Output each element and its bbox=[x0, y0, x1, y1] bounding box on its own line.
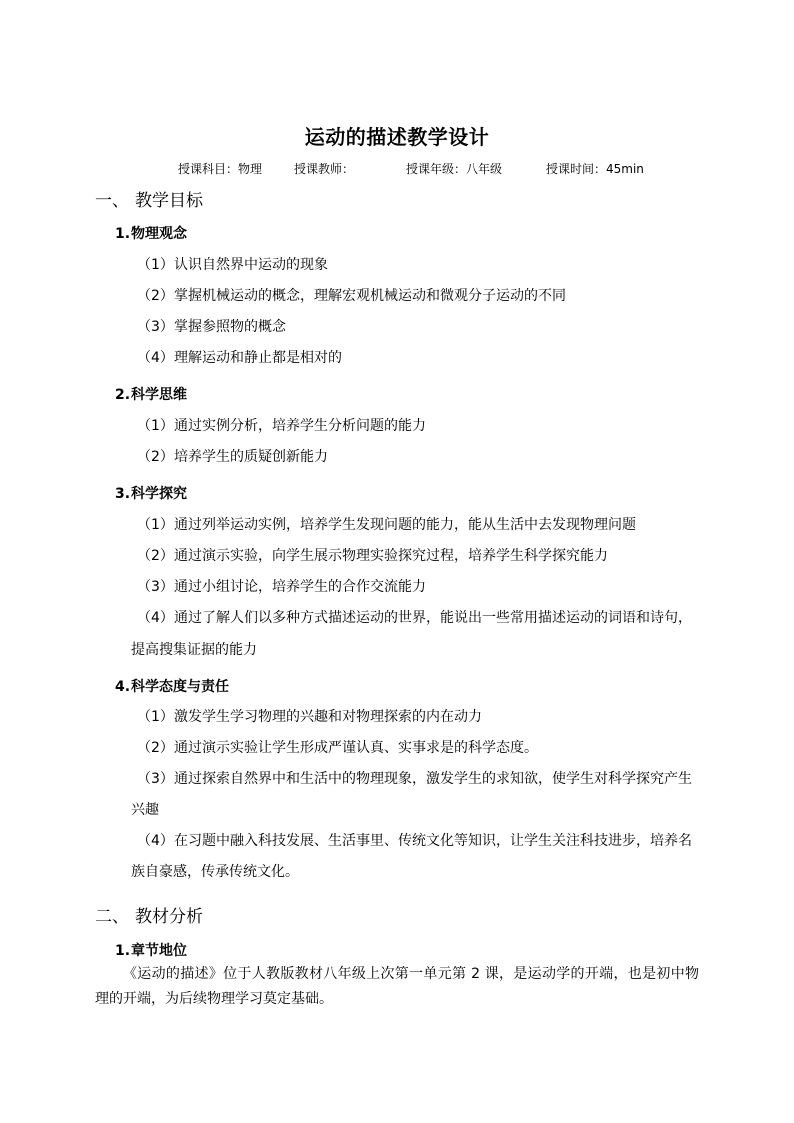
subsection-heading bbox=[115, 384, 187, 404]
list-item-continuation: 族自豪感，传承传统文化。 bbox=[131, 864, 299, 880]
list-item bbox=[137, 316, 286, 336]
item-number: （2） bbox=[137, 548, 174, 564]
item-text: 掌握机械运动的概念，理解宏观机械运动和微观分子运动的不同 bbox=[174, 288, 566, 304]
item-number: （3） bbox=[137, 579, 174, 595]
list-item-continuation: 提高搜集证据的能力 bbox=[131, 642, 257, 658]
item-number: （2） bbox=[137, 449, 174, 465]
subsection-number: 4. bbox=[115, 679, 131, 695]
item-number: （4） bbox=[137, 833, 174, 849]
item-text: 掌握参照物的概念 bbox=[174, 319, 286, 335]
subsection-title: 章节地位 bbox=[131, 943, 187, 959]
meta-subject: 授课科目：物理 bbox=[178, 162, 263, 176]
list-item bbox=[137, 254, 328, 274]
subsection-title: 科学探究 bbox=[131, 486, 187, 502]
subsection-heading bbox=[115, 676, 229, 696]
list-item-continuation: 兴趣 bbox=[131, 802, 159, 818]
item-number: （4） bbox=[137, 610, 174, 626]
item-number: （1） bbox=[137, 418, 174, 434]
subsection-number: 3. bbox=[115, 486, 131, 502]
subsection-number: 2. bbox=[115, 387, 131, 403]
item-text: 通过小组讨论，培养学生的合作交流能力 bbox=[174, 579, 426, 595]
item-number: （1） bbox=[137, 709, 174, 725]
item-number: （4） bbox=[137, 350, 174, 366]
document-title: 运动的描述教学设计 bbox=[304, 125, 490, 149]
item-text: 通过了解人们以多种方式描述运动的世界，能说出一些常用描述运动的词语和诗句， bbox=[174, 610, 692, 626]
item-text: 通过探索自然界中和生活中的物理现象，激发学生的求知欲，使学生对科学探究产生 bbox=[174, 771, 692, 787]
meta-time: 授课时间：45min bbox=[546, 162, 644, 176]
section-number: 二、 bbox=[95, 907, 129, 927]
item-text: 通过演示实验让学生形成严谨认真、实事求是的科学态度。 bbox=[174, 740, 538, 756]
item-text: 理解运动和静止都是相对的 bbox=[174, 350, 342, 366]
list-item bbox=[137, 514, 636, 534]
section-heading bbox=[95, 186, 203, 211]
item-text: 认识自然界中运动的现象 bbox=[174, 257, 328, 273]
list-item bbox=[137, 545, 608, 565]
item-number: （1） bbox=[137, 257, 174, 273]
subsection-number: 1. bbox=[115, 943, 131, 959]
item-number: （2） bbox=[137, 288, 174, 304]
body-paragraph: 《运动的描述》位于人教版教材八年级上次第一单元第 2 课，是运动学的开端，也是初中物理的开端，为后续物理学习莫定基础。 bbox=[95, 966, 699, 1007]
item-text: 通过演示实验，向学生展示物理实验探究过程，培养学生科学探究能力 bbox=[174, 548, 608, 564]
item-text: 在习题中融入科技发展、生活事里、传统文化等知识，让学生关注科技进步，培养名 bbox=[174, 833, 692, 849]
list-item bbox=[137, 285, 566, 305]
meta-teacher: 授课教师： bbox=[294, 162, 355, 176]
item-number: （1） bbox=[137, 517, 174, 533]
list-item bbox=[137, 737, 538, 757]
subsection-heading bbox=[115, 483, 187, 503]
list-item bbox=[137, 415, 426, 435]
section-title: 教学目标 bbox=[135, 191, 203, 211]
item-text: 通过列举运动实例，培养学生发现问题的能力，能从生活中去发现物理问题 bbox=[174, 517, 636, 533]
section-heading bbox=[95, 902, 203, 927]
meta-grade: 授课年级：八年级 bbox=[406, 162, 503, 176]
item-text: 激发学生学习物理的兴趣和对物理探索的内在动力 bbox=[174, 709, 482, 725]
subsection-title: 物理观念 bbox=[131, 226, 187, 242]
item-text: 培养学生的质疑创新能力 bbox=[174, 449, 328, 465]
list-item bbox=[137, 706, 482, 726]
list-item bbox=[137, 830, 692, 850]
list-item bbox=[137, 446, 328, 466]
item-number: （2） bbox=[137, 740, 174, 756]
subsection-title: 科学态度与责任 bbox=[131, 679, 229, 695]
section-number: 一、 bbox=[95, 191, 129, 211]
subsection-heading bbox=[115, 940, 187, 960]
item-number: （3） bbox=[137, 319, 174, 335]
list-item bbox=[137, 607, 692, 627]
list-item bbox=[137, 768, 692, 788]
subsection-number: 1. bbox=[115, 226, 131, 242]
list-item bbox=[137, 347, 342, 367]
item-number: （3） bbox=[137, 771, 174, 787]
subsection-title: 科学思维 bbox=[131, 387, 187, 403]
subsection-heading bbox=[115, 223, 187, 243]
section-title: 教材分析 bbox=[135, 907, 203, 927]
item-text: 通过实例分析，培养学生分析问题的能力 bbox=[174, 418, 426, 434]
list-item bbox=[137, 576, 426, 596]
